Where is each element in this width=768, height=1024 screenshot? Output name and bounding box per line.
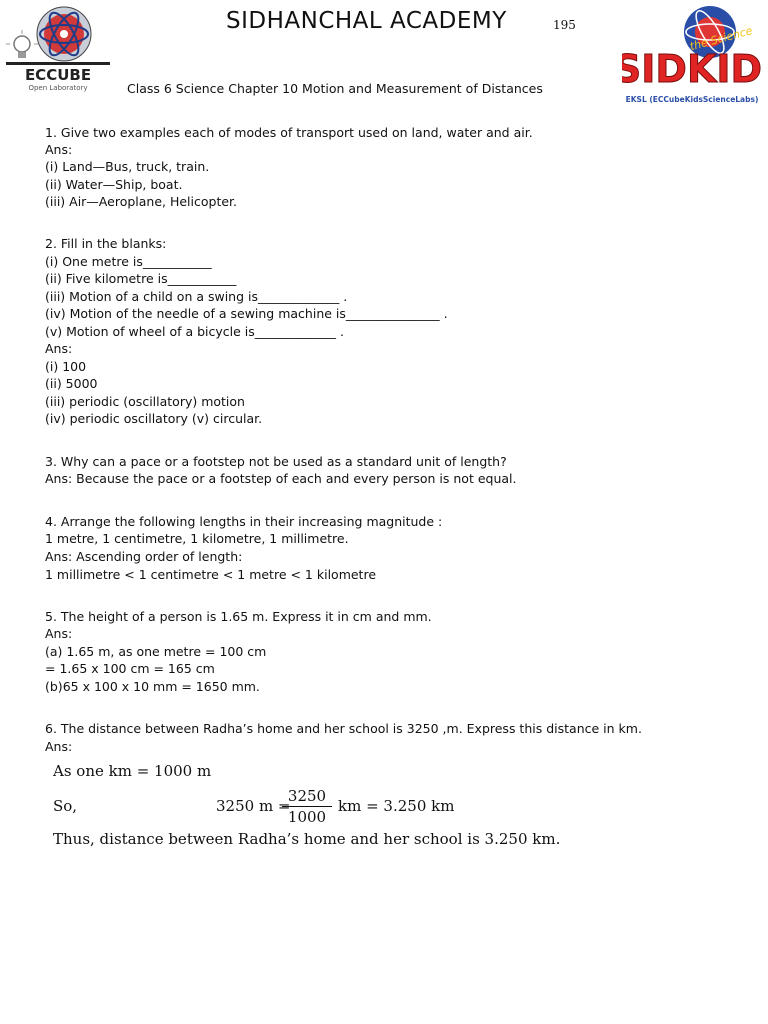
q2-blank-line: (v) Motion of wheel of a bicycle is_____________ .: [45, 324, 344, 339]
q5-ans-label: Ans:: [45, 626, 73, 641]
q2-blank-line: (ii) Five kilometre is___________: [45, 271, 237, 286]
page-title: SIDHANCHAL ACADEMY: [226, 8, 507, 34]
eccube-logo: [2, 2, 112, 94]
sidkid-logo-text: SIDKID: [622, 47, 762, 91]
q5-question: 5. The height of a person is 1.65 m. Express it in cm and mm.: [45, 609, 432, 624]
q3-question: 3. Why can a pace or a footstep not be used as a standard unit of length?: [45, 454, 507, 469]
q6-step: As one km = 1000 m: [53, 762, 212, 780]
q2-answer-line: (ii) 5000: [45, 376, 98, 391]
q6-fraction: [282, 787, 332, 826]
q2-blank-line: (i) One metre is___________: [45, 254, 212, 269]
q3-answer: Ans: Because the pace or a footstep of each and every person is not equal.: [45, 471, 517, 486]
eccube-logo-caption: Open Laboratory: [28, 84, 88, 92]
q6-ans-label: Ans:: [45, 739, 73, 754]
q2-answer-line: (i) 100: [45, 359, 87, 374]
q2-ans-label: Ans:: [45, 341, 73, 356]
eccube-logo-text: ECCUBE: [24, 66, 92, 84]
sidkid-badge: the Science: [688, 24, 754, 54]
q6-fraction-numerator: 3250: [282, 787, 332, 807]
q5-answer-line: = 1.65 x 100 cm = 165 cm: [45, 661, 215, 676]
q1-ans-label: Ans:: [45, 142, 73, 157]
q2-blank-line: (iii) Motion of a child on a swing is_____________ .: [45, 289, 348, 304]
sidkid-logo: [622, 2, 762, 106]
q1-answer-line: (ii) Water—Ship, boat.: [45, 177, 183, 192]
q2-answer-line: (iv) periodic oscillatory (v) circular.: [45, 411, 263, 426]
q6-so-label: So,: [53, 797, 78, 815]
q1-question: 1. Give two examples each of modes of transport used on land, water and air.: [45, 125, 533, 140]
chapter-subtitle: Class 6 Science Chapter 10 Motion and Measurement of Distances: [127, 81, 543, 96]
q4-question: 4. Arrange the following lengths in their increasing magnitude :: [45, 514, 443, 529]
q6-equation-lhs: 3250 m =: [216, 797, 291, 815]
q1-answer-line: (i) Land—Bus, truck, train.: [45, 159, 210, 174]
q5-answer-line: (a) 1.65 m, as one metre = 100 cm: [45, 644, 267, 659]
page-number: 195: [553, 18, 576, 32]
q6-conclusion: Thus, distance between Radha’s home and her school is 3.250 km.: [53, 830, 561, 848]
q1-answer-line: (iii) Air—Aeroplane, Helicopter.: [45, 194, 238, 209]
q5-answer-line: (b)65 x 100 x 10 mm = 1650 mm.: [45, 679, 260, 694]
q6-fraction-denominator: 1000: [287, 808, 327, 826]
q2-blank-line: (iv) Motion of the needle of a sewing machine is_______________ .: [45, 306, 448, 321]
q4-ans-label: Ans: Ascending order of length:: [45, 549, 243, 564]
q6-equation-rhs: km = 3.250 km: [338, 797, 455, 815]
q4-order: 1 millimetre < 1 centimetre < 1 metre < 1 kilometre: [45, 567, 377, 582]
q6-question: 6. The distance between Radha’s home and her school is 3250 ,m. Express this distance in km.: [45, 721, 642, 736]
sidkid-logo-caption: EKSL (ECCubeKidsScienceLabs): [625, 95, 759, 104]
q4-lengths: 1 metre, 1 centimetre, 1 kilometre, 1 millimetre.: [45, 531, 349, 546]
q2-answer-line: (iii) periodic (oscillatory) motion: [45, 394, 245, 409]
q2-question: 2. Fill in the blanks:: [45, 236, 167, 251]
